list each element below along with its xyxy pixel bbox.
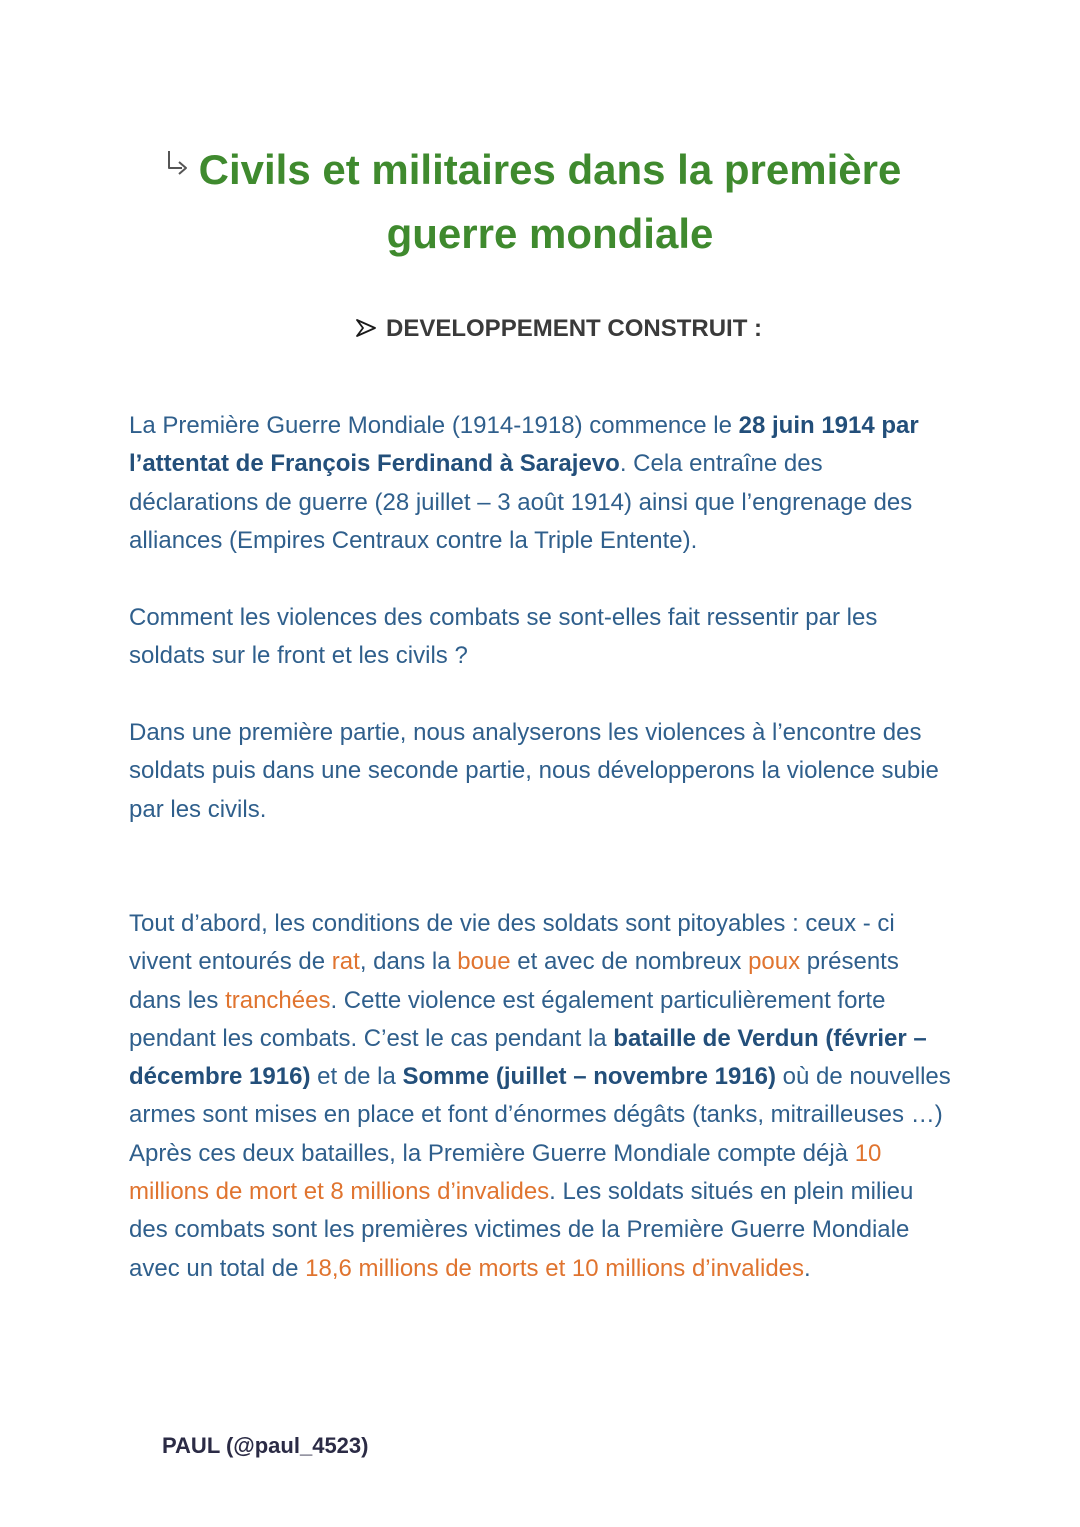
dev-text-7: où de nouvelles armes sont mises en place et font d’énormes dégâts (tanks, mitrailleuses …) Après ces deux batailles, la Première Guerre Mondiale compte déjà xyxy=(129,1063,951,1167)
intro-paragraph xyxy=(129,407,957,560)
dev-text-8: . Les soldats situés en plein milieu des combats sont les premières victimes de la Première Guerre Mondiale avec un total de xyxy=(129,1178,914,1282)
dev-text-2: , dans la xyxy=(359,948,458,976)
highlight-boue: boue xyxy=(457,948,511,976)
bold-somme: Somme (juillet – novembre 1916) xyxy=(402,1063,776,1091)
bold-verdun: bataille de Verdun (février – décembre 1916) xyxy=(129,1024,927,1091)
dev-text-6: et de la xyxy=(310,1063,403,1091)
title-line-2: guerre mondiale xyxy=(386,210,714,257)
page-title xyxy=(150,138,950,266)
highlight-poux: poux xyxy=(748,948,801,976)
intro-text-2: . Cela entraîne des déclarations de guerre (28 juillet – 3 août 1914) ainsi que l’engrenage des alliances (Empires Centraux contre la Triple Entente). xyxy=(129,450,913,554)
highlight-casualties-total: 18,6 millions de morts et 10 millions d’invalides xyxy=(305,1254,805,1282)
intro-bold-date: 28 juin 1914 par l’attentat de François Ferdinand à Sarajevo xyxy=(129,412,919,478)
arrowhead-bullet-icon xyxy=(356,319,376,337)
highlight-casualties-1: 10 millions de mort et 8 millions d’invalides xyxy=(129,1139,882,1206)
development-paragraph xyxy=(129,905,957,1288)
section-heading xyxy=(356,315,762,343)
dev-text-9: . xyxy=(804,1254,811,1282)
dev-text-5: . Cette violence est également particulièrement forte pendant les combats. C’est le cas pendant la xyxy=(129,986,886,1052)
highlight-tranchees: tranchées xyxy=(225,986,331,1014)
problem-question: Comment les violences des combats se sont-elles fait ressentir par les soldats sur le front et les civils ? xyxy=(129,604,878,670)
intro-text-1: La Première Guerre Mondiale (1914-1918) commence le xyxy=(129,412,739,439)
plan-paragraph: Dans une première partie, nous analyserons les violences à l’encontre des soldats puis dans une seconde partie, nous développerons la violence subie par les civils. xyxy=(129,719,939,823)
author-footer: PAUL (@paul_4523) xyxy=(162,1433,369,1458)
dev-text-1: Tout d’abord, les conditions de vie des soldats sont pitoyables : ceux - ci vivent entourés de xyxy=(129,910,895,976)
dev-text-4: présents dans les xyxy=(129,948,899,1014)
section-heading-text: DEVELOPPEMENT CONSTRUIT : xyxy=(386,315,763,342)
highlight-rat: rat xyxy=(331,948,360,976)
title-line-1: Civils et militaires dans la première xyxy=(198,146,902,193)
dev-text-3: et avec de nombreux xyxy=(510,948,749,976)
